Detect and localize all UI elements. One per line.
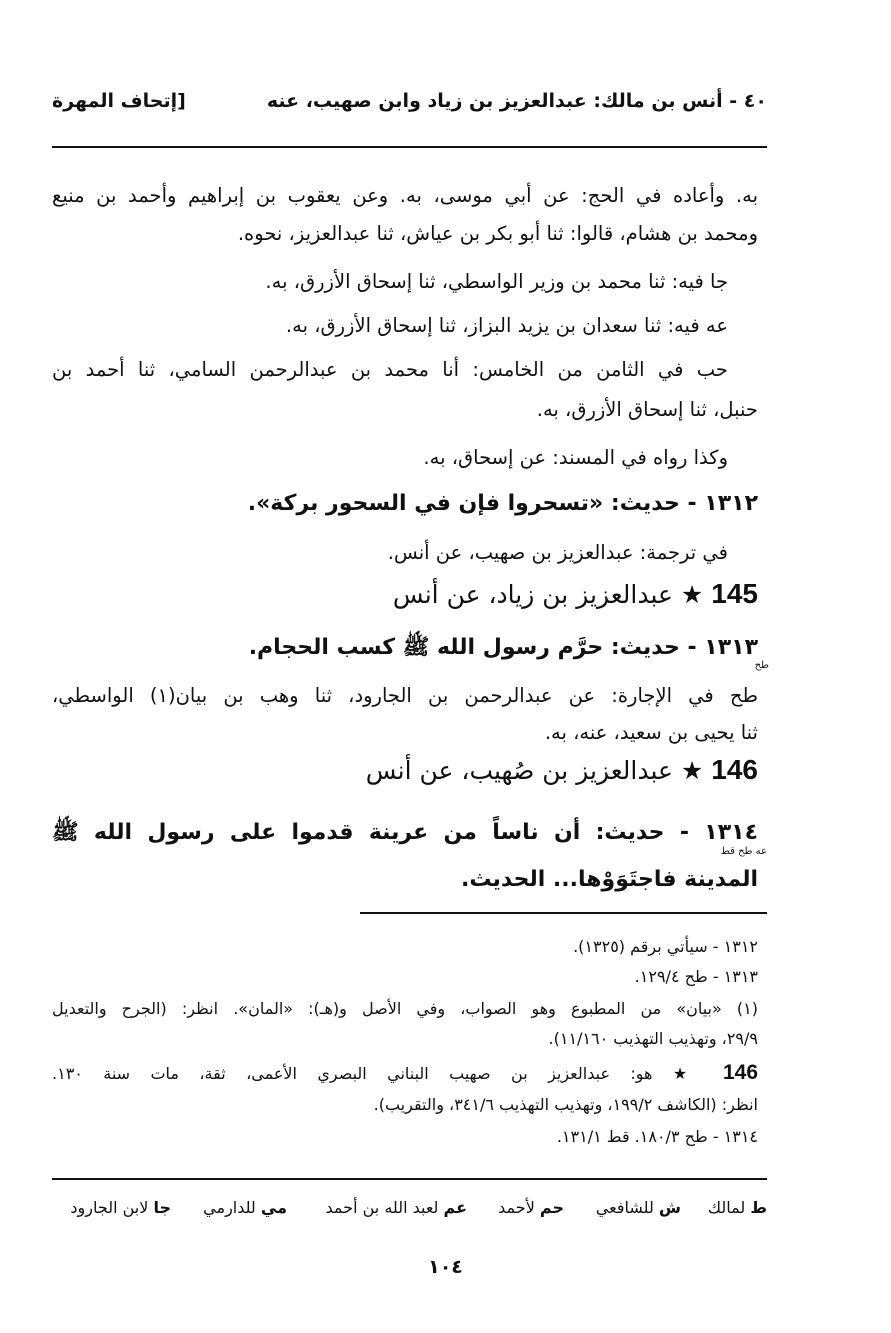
header-rule: [52, 146, 767, 148]
footnote-146: [52, 1058, 758, 1089]
siglum-1313: طح: [754, 660, 769, 671]
footnote-line: ١٣١٤ - طح ١٨٠/٣. قط ١٣١/١.: [556, 1127, 758, 1146]
footnote-146-text: هو: عبدالعزيز بن صهيب البناني البصري الأعمى، ثقة، مات سنة ١٣٠.: [52, 1064, 653, 1083]
abbr-code: حم: [539, 1198, 564, 1217]
text-line: عه فيه: ثنا سعدان بن يزيد البزاز، ثنا إسحاق الأزرق، به.: [285, 314, 728, 337]
abbr-label: للشافعي: [595, 1198, 654, 1217]
narrator-name: عبدالعزيز بن زياد، عن أنس: [392, 580, 673, 609]
footnote-line: انظر: (الكاشف ١٩٩/٢، وتهذيب التهذيب ٣٤١/٦، والتقريب).: [373, 1095, 758, 1114]
abbr-label: لابن الجارود: [70, 1198, 149, 1217]
narrator-heading-145: [52, 576, 758, 613]
hadith-1314-continued: المدينة فاجتَوَوْها... الحديث.: [461, 867, 758, 892]
text-line: ثنا يحيى بن سعيد، عنه، به.: [544, 721, 758, 744]
star-icon: ★: [680, 756, 704, 785]
abbr-ahmad: [498, 1196, 564, 1220]
page-number: ١٠٤: [428, 1256, 463, 1278]
abbr-jarud: [70, 1196, 171, 1220]
footnote-narrator-number: 146: [722, 1061, 758, 1084]
footnote-line: (١) «بيان» من المطبوع وهو الصواب، وفي الأصل و(هـ): «المان». انظر: (الجرح والتعديل: [52, 999, 758, 1018]
abbr-label: لأحمد: [498, 1198, 535, 1217]
abbr-code: ش: [658, 1198, 681, 1217]
text-line: وكذا رواه في المسند: عن إسحاق، به.: [423, 446, 728, 469]
footnote-line: ١٣١٣ - طح ١٢٩/٤.: [634, 967, 758, 986]
text-line: طح في الإجارة: عن عبدالرحمن بن الجارود، ثنا وهب بن بيان(١) الواسطي،: [52, 684, 758, 707]
abbr-malik: [708, 1196, 767, 1220]
footnote-separator: [360, 912, 767, 914]
narrator-heading-146: [52, 752, 758, 789]
abbr-label: للدارمي: [203, 1198, 256, 1217]
hadith-1313: ١٣١٣ - حديث: حرَّم رسول الله ﷺ كسب الحجام.: [248, 635, 758, 660]
narrator-number: 145: [711, 578, 758, 609]
abbr-code: مي: [260, 1198, 287, 1217]
abbr-code: عم: [443, 1198, 467, 1217]
text-line: جا فيه: ثنا محمد بن وزير الواسطي، ثنا إسحاق الأزرق، به.: [265, 270, 728, 293]
siglum-1314: عه طح قط: [720, 846, 767, 857]
narrator-name: عبدالعزيز بن صُهيب، عن أنس: [365, 756, 673, 785]
narrator-number: 146: [711, 754, 758, 785]
hadith-1314: ١٣١٤ - حديث: أن ناساً من عرينة قدموا على رسول الله ﷺ: [52, 820, 758, 845]
tarjama-1312: في ترجمة: عبدالعزيز بن صهيب، عن أنس.: [387, 541, 728, 564]
footnote-line: ٢٩/٩، وتهذيب التهذيب ١١/١٦٠).: [548, 1029, 758, 1048]
header-book-title: [إتحاف المهرة: [52, 90, 186, 112]
footnote-line: ١٣١٢ - سيأتي برقم (١٣٢٥).: [573, 937, 758, 956]
text-line: حنبل، ثنا إسحاق الأزرق، به.: [536, 398, 758, 421]
abbreviations-rule: [52, 1178, 767, 1180]
running-header: [52, 90, 767, 126]
abbr-label: لمالك: [707, 1198, 746, 1217]
star-icon: ★: [672, 1064, 703, 1083]
text-line: ومحمد بن هشام، قالوا: ثنا أبو بكر بن عياش، ثنا عبدالعزيز، نحوه.: [237, 222, 758, 245]
text-line: به. وأعاده في الحج: عن أبي موسى، به. وعن يعقوب بن إبراهيم وأحمد بن منيع: [52, 184, 758, 207]
abbr-code: جا: [153, 1198, 171, 1217]
abbr-shafii: [596, 1196, 681, 1220]
abbr-darimi: [203, 1196, 287, 1220]
abbr-label: لعبد الله بن أحمد: [325, 1198, 439, 1217]
abbr-code: ط: [750, 1198, 767, 1217]
header-chapter-title: ٤٠ - أنس بن مالك: عبدالعزيز بن زياد وابن صهيب، عنه: [266, 90, 767, 112]
abbr-abdallah: [326, 1196, 467, 1220]
hadith-1312: ١٣١٢ - حديث: «تسحروا فإن في السحور بركة».: [247, 491, 758, 516]
star-icon: ★: [680, 580, 704, 609]
text-line: حب في الثامن من الخامس: أنا محمد بن عبدالرحمن السامي، ثنا أحمد بن: [52, 358, 728, 381]
